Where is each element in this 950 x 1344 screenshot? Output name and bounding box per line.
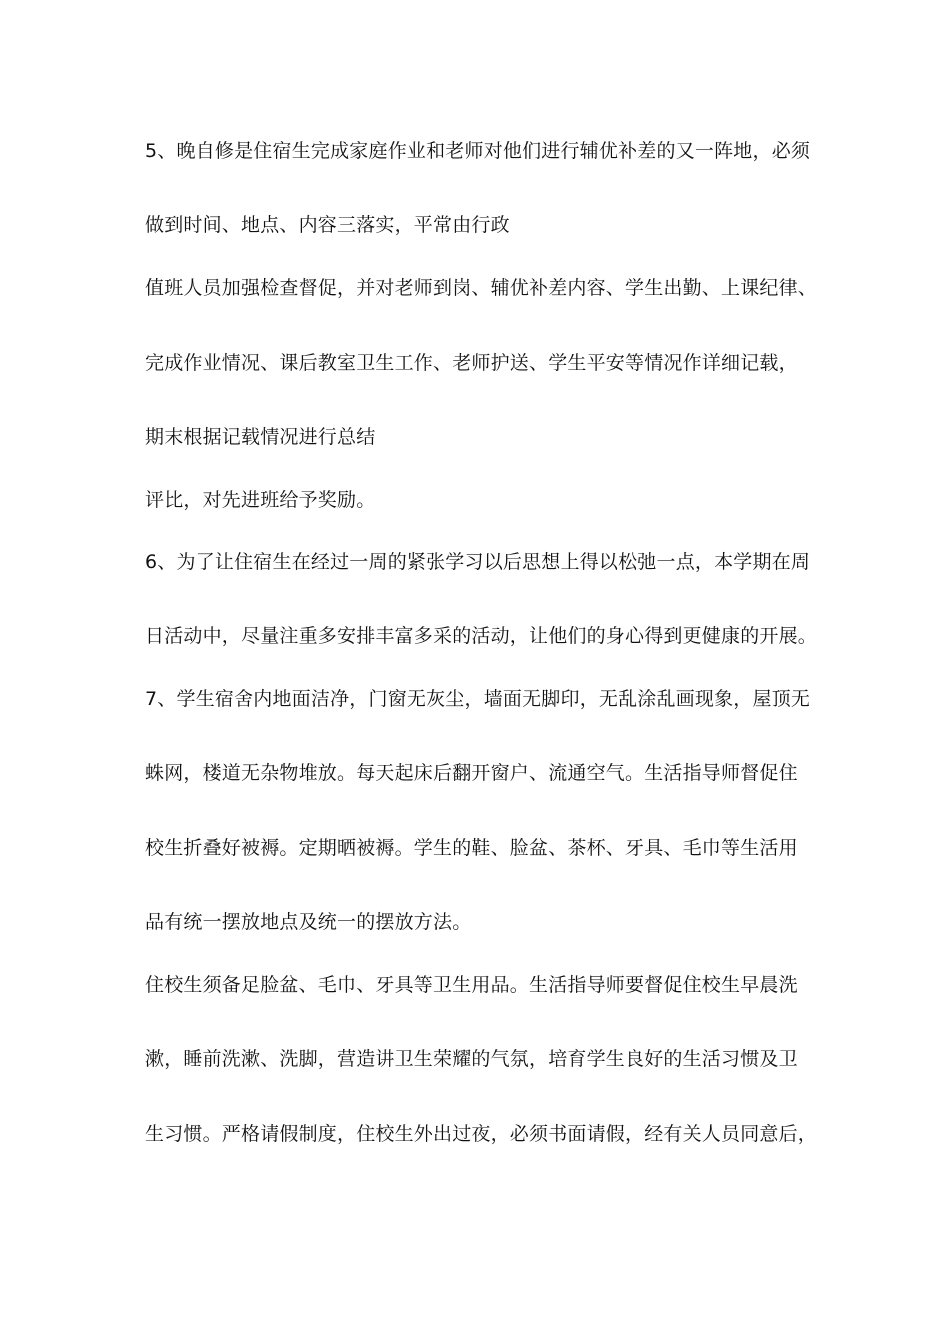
paragraph-line: 品有统一摆放地点及统一的摆放方法。 <box>145 911 472 933</box>
paragraph-line: 校生折叠好被褥。定期晒被褥。学生的鞋、脸盆、茶杯、牙具、毛巾等生活用 <box>145 837 798 859</box>
paragraph-line: 做到时间、地点、内容三落实，平常由行政 <box>145 214 510 236</box>
paragraph-line: 5、晚自修是住宿生完成家庭作业和老师对他们进行辅优补差的又一阵地，必须 <box>145 140 811 162</box>
paragraph-line: 住校生须备足脸盆、毛巾、牙具等卫生用品。生活指导师要督促住校生早晨洗 <box>145 974 798 996</box>
paragraph-line: 期末根据记载情况进行总结 <box>145 426 376 448</box>
paragraph-line: 7、学生宿舍内地面洁净，门窗无灰尘，墙面无脚印，无乱涂乱画现象，屋顶无 <box>145 688 811 710</box>
paragraph-line: 漱，睡前洗漱、洗脚，营造讲卫生荣耀的气氛，培育学生良好的生活习惯及卫 <box>145 1048 798 1070</box>
paragraph-line: 日活动中，尽量注重多安排丰富多采的活动，让他们的身心得到更健康的开展。 <box>145 625 818 647</box>
paragraph-line: 生习惯。严格请假制度，住校生外出过夜，必须书面请假，经有关人员同意后， <box>145 1123 818 1145</box>
paragraph-line: 值班人员加强检查督促，并对老师到岗、辅优补差内容、学生出勤、上课纪律、 <box>145 277 818 299</box>
paragraph-line: 蛛网，楼道无杂物堆放。每天起床后翻开窗户、流通空气。生活指导师督促住 <box>145 762 798 784</box>
paragraph-line: 完成作业情况、课后教室卫生工作、老师护送、学生平安等情况作详细记载， <box>145 352 798 374</box>
paragraph-line: 评比，对先进班给予奖励。 <box>145 489 376 511</box>
paragraph-line: 6、为了让住宿生在经过一周的紧张学习以后思想上得以松弛一点，本学期在周 <box>145 551 811 573</box>
